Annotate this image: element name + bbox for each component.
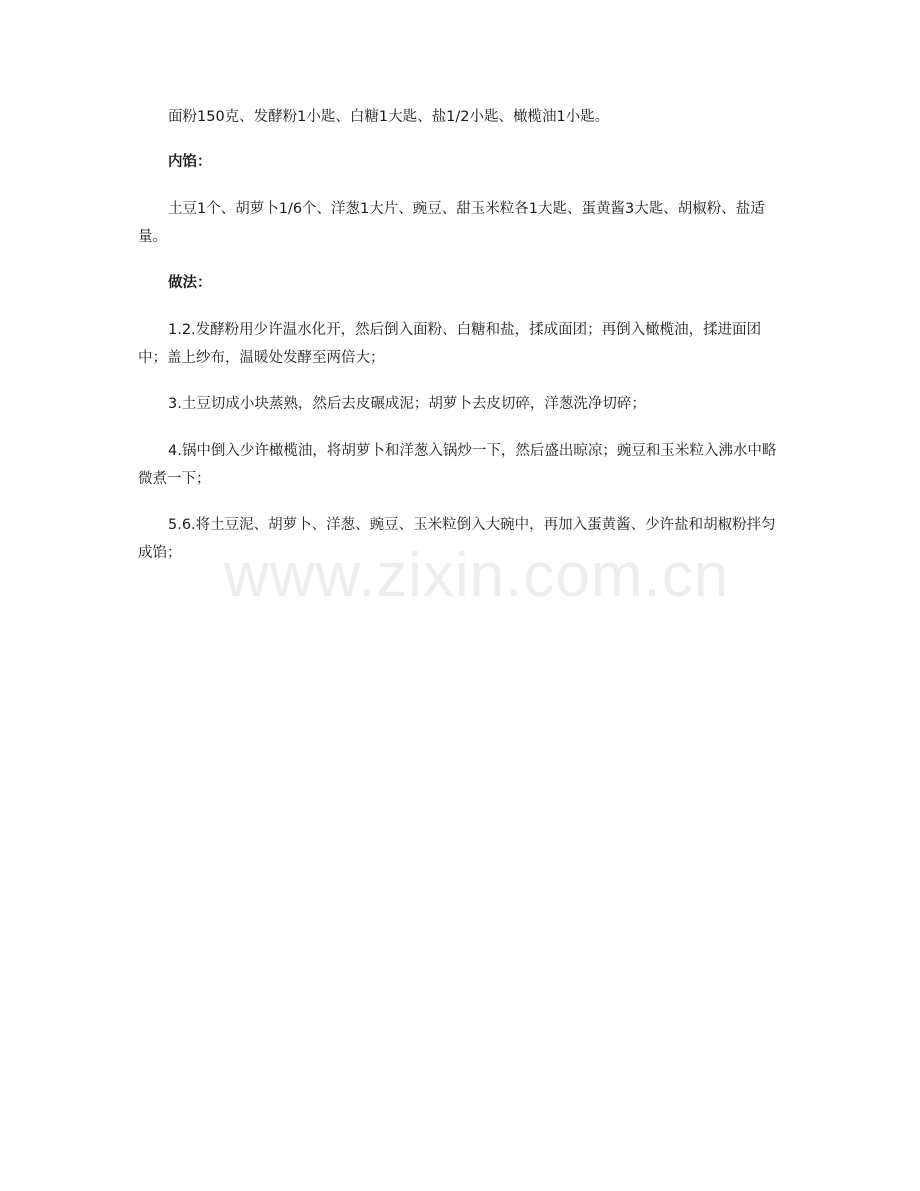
ingredients-dough: 面粉150克、发酵粉1小匙、白糖1大匙、盐1/2小匙、橄榄油1小匙。 <box>168 109 610 125</box>
method-step-3: 3.土豆切成小块蒸熟，然后去皮碾成泥；胡萝卜去皮切碎，洋葱洗净切碎； <box>168 396 646 412</box>
filling-heading: 内馅： <box>168 154 212 170</box>
method-step-5-6: 5.6.将土豆泥、胡萝卜、洋葱、豌豆、玉米粒倒入大碗中，再加入蛋黄酱、少许盐和胡椒粉拌匀成馅； <box>138 517 776 561</box>
watermark: www.zixin.com.cn <box>224 541 730 610</box>
method-step-4: 4.锅中倒入少许橄榄油，将胡萝卜和洋葱入锅炒一下，然后盛出晾凉；豌豆和玉米粒入沸水中略微煮一下； <box>138 443 777 487</box>
method-heading: 做法： <box>168 275 212 291</box>
method-step-1-2: 1.2.发酵粉用少许温水化开，然后倒入面粉、白糖和盐，揉成面团；再倒入橄榄油，揉进面团中；盖上纱布，温暖处发酵至两倍大； <box>138 322 762 366</box>
ingredients-filling: 土豆1个、胡萝卜1/6个、洋葱1大片、豌豆、甜玉米粒各1大匙、蛋黄酱3大匙、胡椒粉、盐适量。 <box>138 201 765 245</box>
document-body <box>138 103 788 567</box>
